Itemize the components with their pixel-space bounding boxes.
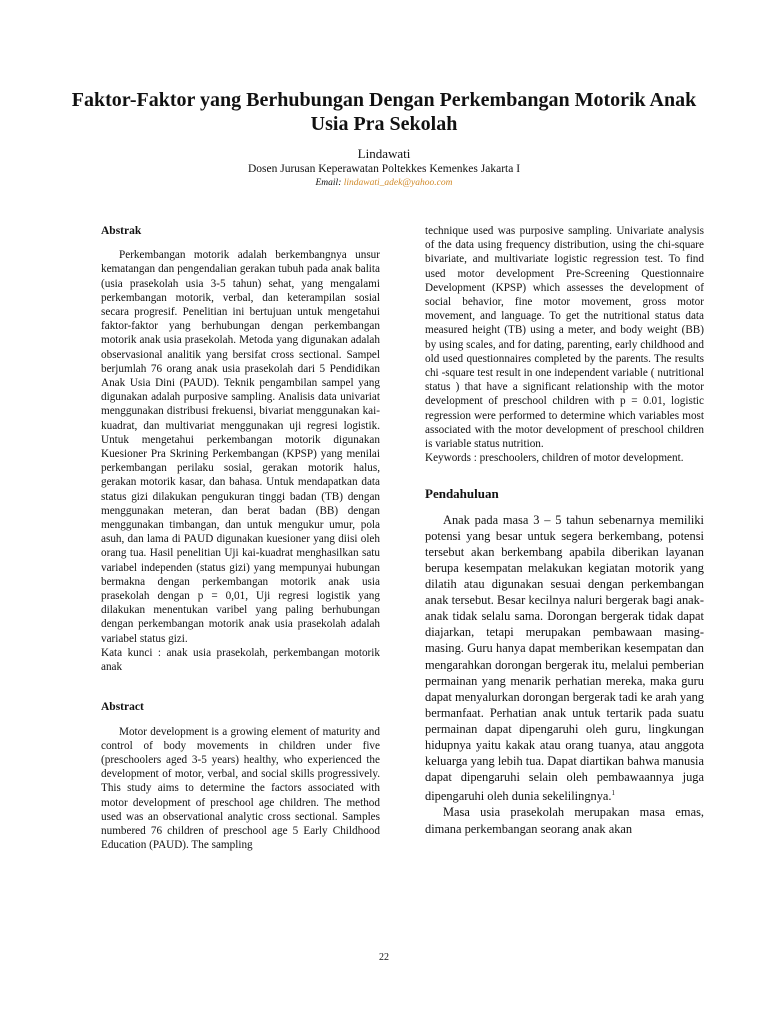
paper-title: Faktor-Faktor yang Berhubungan Dengan Perkembangan Motorik Anak Usia Pra Sekolah: [71, 89, 697, 135]
right-column: [425, 224, 704, 837]
author-name: Lindawati: [357, 146, 411, 161]
abstract-body-left: Motor development is a growing element of maturity and control of body movements in children under five (preschoolers aged 3-5 years) healthy, who experienced the development of motor, verbal, and social skills progressively. This study aims to determine the factors associated with motor development of preschool age children. The method used was an observational analytic cross sectional. Samples numbered 76 children of preschool age 5 Early Childhood Education (PAUD). The sampling: [101, 725, 380, 852]
abstrak-body: Perkembangan motorik adalah berkembangnya unsur kematangan dan pengendalian gerakan tubuh pada anak balita (usia prasekolah usia 3-5 tahun) sehat, yang mengalami perkembangan motorik, verbal, dan keterampilan sosial secara progresif. Penelitian ini bertujuan untuk mengetahui faktor-faktor yang berhubungan dengan perkembangan motorik anak usia prasekolah. Metoda yang digunakan adalah observasional analitik yang bersifat cross sectional. Sampel berjumlah 76 orang anak usia prasekolah dari 5 Pendidikan Anak Usia Dini (PAUD). Teknik pengambilan sampel yang digunakan adalah purposive sampling. Analisis data univariat menggunakan distribusi frekuensi, bivariat menggunakan kai-kuadrat, dan multivariat menggunakan uji regresi logistik. Untuk mengetahui perkembangan motorik digunakan Kuesioner Pra Skrining Perkembangan (KPSP) yang menilai perkembangan perilaku sosial, gerakan motorik halus, gerakan motorik kasar, dan bahasa. Untuk mendapatkan data status gizi dilakukan pengukuran tinggi badan (TB) dengan menggunakan meteran, dan berat badan (BB) dengan menggunakan timbangan, dan untuk mengukur umur, pola asuh, dan lama di PAUD digunakan kuesioner yang diisi oleh orang tua. Hasil penelitian Uji kai-kuadrat menghasilkan satu variabel independen (status gizi) yang mempunyai hubungan bermakna dengan perkembangan motorik anak usia prasekolah dengan p = 0,01, Uji regresi logistik yang dilakukan menentukan varibel yang paling berhubungan dengan perkembangan motorik anak usia prasekolah adalah variabel status gizi.: [101, 249, 380, 645]
pendahuluan-body: [425, 512, 704, 837]
left-column: [101, 224, 380, 852]
author-affiliation: Dosen Jurusan Keperawatan Poltekkes Kemenkes Jakarta I: [247, 163, 521, 175]
abstrak-heading: Abstrak: [101, 225, 142, 237]
pendahuluan-heading: Pendahuluan: [425, 486, 499, 502]
pendahuluan-paragraph-1: [425, 512, 704, 805]
email-address[interactable]: lindawati_adek@yahoo.com: [343, 178, 453, 188]
pendahuluan-paragraph-2: Masa usia prasekolah merupakan masa emas, dimana perkembangan seorang anak akan: [425, 805, 704, 836]
page-number: 22: [379, 952, 389, 963]
author-email-line: [0, 177, 768, 189]
abstrak-keywords: Kata kunci : anak usia prasekolah, perkembangan motorik anak: [101, 646, 380, 674]
pendahuluan-text-1: Anak pada masa 3 – 5 tahun sebenarnya memiliki potensi yang besar untuk segera berkembang, potensi tersebut akan berkembang apabila diberikan layanan berupa kesempatan melakukan kegiatan motorik yang dilatih atau digunakan sesuai dengan perkembangan anak tersebut. Besar kecilnya naluri bergerak bagi anak-anak tidak selalu sama. Dorongan bergerak tidak dapat diajarkan, tetapi merupakan pembawaan masing-masing. Guru hanya dapat memberikan kesempatan dan mengarahkan dorongan bergerak itu, melalui pemberian permainan yang menarik perhatian mereka, maka guru dapat menyalurkan dorongan bergerak tadi ke arah yang bermanfaat. Perhatian anak untuk tertarik pada suatu permainan dapat dipengaruhi oleh guru, lingkungan hidupnya yaitu kakak atau orang tuanya, atau anggota keluarga yang lebih tua. Dapat diartikan bahwa manusia dapat dipengaruhi selain oleh pembawaannya juga dipengaruhi oleh dunia sekelilingnya.: [425, 512, 704, 804]
reference-marker: 1: [611, 789, 616, 798]
abstract-keywords: Keywords : preschoolers, children of motor development.: [425, 452, 684, 465]
email-label: Email:: [315, 178, 342, 188]
abstract-body-right: technique used was purposive sampling. Univariate analysis of the data using frequency distribution, using the chi-square bivariate, and multivariate logistic regression test. To find used motor development Pre-Screening Questionnaire Development (KPSP) which assesses the development of social behavior, fine motor movement, gross motor movement, and language. To get the nutritional status data measured height (TB) using a meter, and body weight (BB) by using scales, and for dating, parenting, early childhood and old used questionnaires completed by the parents. The results chi -square test result in one independent variable ( nutritional status ) that have a significant relationship with the motor development of preschool children with p = 0.01, logistic regression were performed to determine which variables most associated with the motor development of preschool children is variable status nutrition.: [425, 225, 704, 451]
abstract-heading: Abstract: [101, 701, 144, 714]
